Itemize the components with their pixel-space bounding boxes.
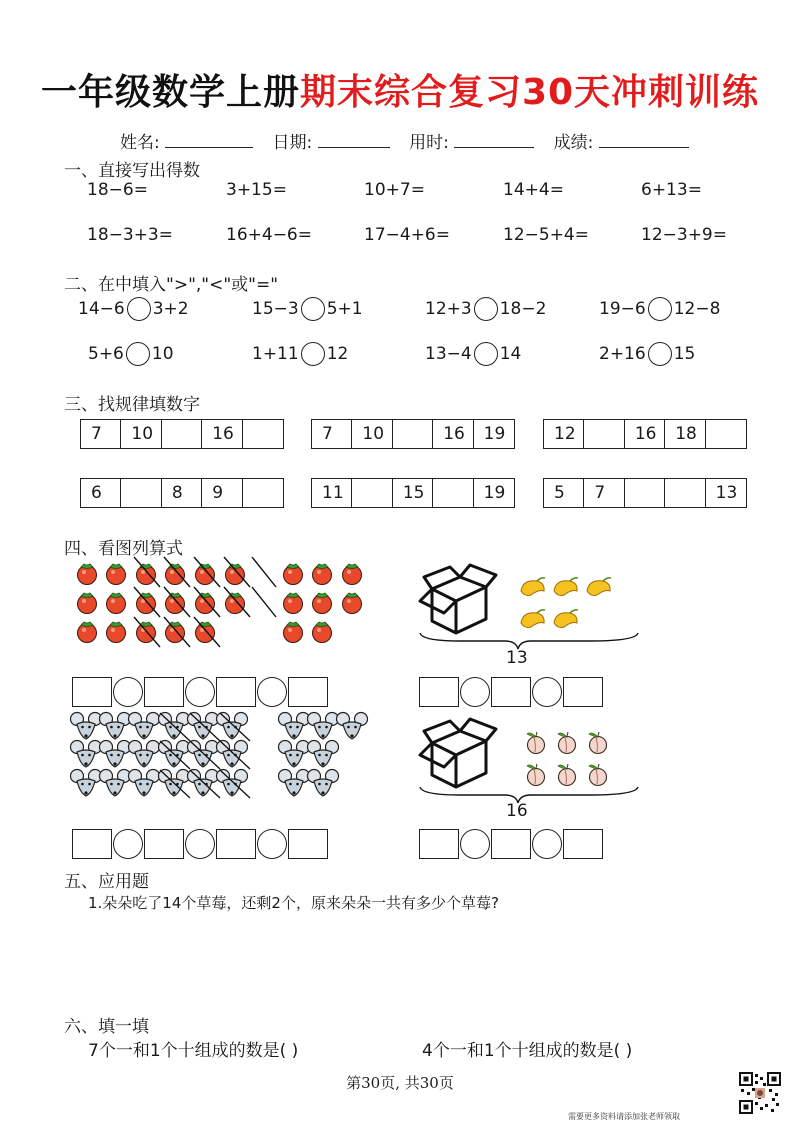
operator-circle[interactable]	[257, 829, 287, 859]
box-mango-picture	[420, 565, 638, 649]
seq-cell: 16	[625, 420, 665, 448]
sequence-2	[311, 419, 515, 449]
compare-2	[252, 297, 363, 321]
seq-cell: 18	[665, 420, 705, 448]
score-label: 成绩:	[553, 133, 594, 153]
compare-left: 14−6	[78, 299, 125, 319]
seq-cell[interactable]	[625, 479, 665, 507]
answer-box[interactable]	[144, 677, 184, 707]
calc-2-2: 16+4−6=	[226, 225, 312, 245]
compare-right: 15	[673, 344, 696, 364]
student-info-row	[120, 128, 703, 153]
seq-cell[interactable]	[162, 420, 202, 448]
calc-1-4: 14+4=	[503, 180, 564, 200]
sequence-6	[543, 478, 747, 508]
answer-box[interactable]	[216, 829, 256, 859]
compare-circle[interactable]	[648, 342, 672, 366]
compare-left: 1+11	[252, 344, 299, 364]
operator-circle[interactable]	[113, 677, 143, 707]
tomato-group-left	[78, 557, 277, 647]
mouse-group-right	[279, 713, 368, 797]
compare-left: 15−3	[252, 299, 299, 319]
seq-cell[interactable]	[706, 420, 746, 448]
answer-box[interactable]	[491, 677, 531, 707]
date-blank[interactable]	[318, 133, 390, 148]
operator-circle[interactable]	[460, 677, 490, 707]
answer-box[interactable]	[288, 677, 328, 707]
seq-cell: 16	[202, 420, 242, 448]
mouse-picture	[71, 713, 368, 799]
answer-box[interactable]	[563, 677, 603, 707]
answer-box[interactable]	[288, 829, 328, 859]
answer-box[interactable]	[419, 677, 459, 707]
section-2-heading: 二、在中填入">","<"或"="	[64, 275, 279, 295]
seq-cell: 15	[393, 479, 433, 507]
calc-2-3: 17−4+6=	[364, 225, 450, 245]
compare-right: 12−8	[673, 299, 721, 319]
mouse-group-left	[71, 713, 251, 799]
seq-cell: 10	[352, 420, 392, 448]
calc-1-1: 18−6=	[87, 180, 148, 200]
calc-2-5: 12−3+9=	[641, 225, 727, 245]
equation-tomato	[72, 677, 328, 707]
seq-cell: 13	[715, 483, 738, 503]
sequence-5	[311, 478, 515, 508]
time-label: 用时:	[409, 133, 449, 153]
title-part-red: 期末综合复习30天冲刺训练	[299, 72, 760, 113]
operator-circle[interactable]	[532, 677, 562, 707]
compare-right: 5+1	[326, 299, 363, 319]
operator-circle[interactable]	[460, 829, 490, 859]
seq-cell[interactable]	[584, 420, 624, 448]
compare-5	[88, 342, 174, 366]
seq-cell: 16	[433, 420, 473, 448]
calc-2-1: 18−3+3=	[87, 225, 173, 245]
equation-mouse	[72, 829, 328, 859]
seq-cell: 10	[121, 420, 161, 448]
name-blank[interactable]	[165, 133, 253, 148]
total-label-13: 13	[506, 648, 528, 668]
answer-box[interactable]	[419, 829, 459, 859]
seq-cell[interactable]	[393, 420, 433, 448]
compare-circle[interactable]	[474, 297, 498, 321]
answer-box[interactable]	[491, 829, 531, 859]
calc-1-5: 6+13=	[641, 180, 702, 200]
word-problem-1: 1.朵朵吃了14个草莓，还剩2个，原来朵朵一共有多少个草莓?	[88, 894, 499, 912]
total-label-16: 16	[506, 801, 528, 821]
compare-circle[interactable]	[126, 342, 150, 366]
seq-cell: 7	[584, 479, 624, 507]
compare-circle[interactable]	[301, 342, 325, 366]
compare-left: 12+3	[425, 299, 472, 319]
seq-cell: 7	[312, 420, 352, 448]
box-peach-picture	[420, 719, 638, 803]
seq-cell[interactable]	[243, 420, 283, 448]
compare-8	[599, 342, 695, 366]
seq-cell: 9	[202, 479, 242, 507]
compare-right: 18−2	[499, 299, 547, 319]
section-6-heading: 六、填一填	[64, 1017, 149, 1037]
seq-cell[interactable]	[665, 479, 705, 507]
sequence-3	[543, 419, 747, 449]
calc-1-2: 3+15=	[226, 180, 287, 200]
seq-cell[interactable]	[121, 479, 161, 507]
sequence-1	[80, 419, 284, 449]
calc-2-4: 12−5+4=	[503, 225, 589, 245]
answer-box[interactable]	[563, 829, 603, 859]
compare-left: 2+16	[599, 344, 646, 364]
compare-right: 12	[326, 344, 349, 364]
operator-circle[interactable]	[257, 677, 287, 707]
picture-problems	[60, 555, 800, 870]
equation-peach	[419, 829, 603, 859]
compare-circle[interactable]	[301, 297, 325, 321]
seq-cell: 5	[544, 479, 584, 507]
tomato-picture	[78, 557, 362, 647]
compare-circle[interactable]	[474, 342, 498, 366]
compare-left: 19−6	[599, 299, 646, 319]
qr-code-icon[interactable]	[738, 1071, 782, 1115]
score-blank[interactable]	[599, 133, 689, 148]
seq-cell[interactable]	[352, 479, 392, 507]
section-1-heading: 一、直接写出得数	[64, 161, 200, 181]
compare-right: 3+2	[152, 299, 189, 319]
fill-question-1: 7个一和1个十组成的数是( )	[88, 1041, 299, 1061]
section-5-heading: 五、应用题	[64, 872, 149, 892]
seq-cell: 11	[312, 479, 352, 507]
operator-circle[interactable]	[185, 677, 215, 707]
seq-cell[interactable]	[243, 479, 283, 507]
seq-cell: 6	[81, 479, 121, 507]
page-footer: 第30页, 共30页	[346, 1074, 454, 1092]
compare-left: 13−4	[425, 344, 472, 364]
tomato-group-right	[284, 564, 362, 643]
operator-circle[interactable]	[113, 829, 143, 859]
compare-7	[425, 342, 521, 366]
answer-box[interactable]	[144, 829, 184, 859]
compare-left: 5+6	[88, 344, 124, 364]
calc-1-3: 10+7=	[364, 180, 425, 200]
compare-circle[interactable]	[648, 297, 672, 321]
page-title	[0, 64, 800, 115]
answer-box[interactable]	[216, 677, 256, 707]
seq-cell: 12	[544, 420, 584, 448]
equation-mango	[419, 677, 603, 707]
seq-cell: 19	[483, 424, 506, 444]
answer-box[interactable]	[72, 829, 112, 859]
seq-cell: 19	[483, 483, 506, 503]
section-4-heading: 四、看图列算式	[64, 539, 183, 559]
compare-4	[599, 297, 720, 321]
compare-1	[78, 297, 189, 321]
answer-box[interactable]	[72, 677, 112, 707]
time-blank[interactable]	[454, 133, 534, 148]
compare-circle[interactable]	[127, 297, 151, 321]
corner-note: 需要更多资料请添加张老师领取	[568, 1112, 680, 1121]
date-label: 日期:	[272, 133, 313, 153]
sequence-4	[80, 478, 284, 508]
compare-6	[252, 342, 348, 366]
seq-cell[interactable]	[433, 479, 473, 507]
operator-circle[interactable]	[532, 829, 562, 859]
seq-cell: 8	[162, 479, 202, 507]
compare-3	[425, 297, 546, 321]
compare-right: 10	[151, 344, 174, 364]
operator-circle[interactable]	[185, 829, 215, 859]
section-3-heading: 三、找规律填数字	[64, 395, 200, 415]
name-label: 姓名:	[120, 133, 160, 153]
seq-cell: 7	[81, 420, 121, 448]
fill-question-2: 4个一和1个十组成的数是( )	[422, 1041, 633, 1061]
compare-right: 14	[499, 344, 522, 364]
title-part-black: 一年级数学上册	[40, 72, 300, 113]
